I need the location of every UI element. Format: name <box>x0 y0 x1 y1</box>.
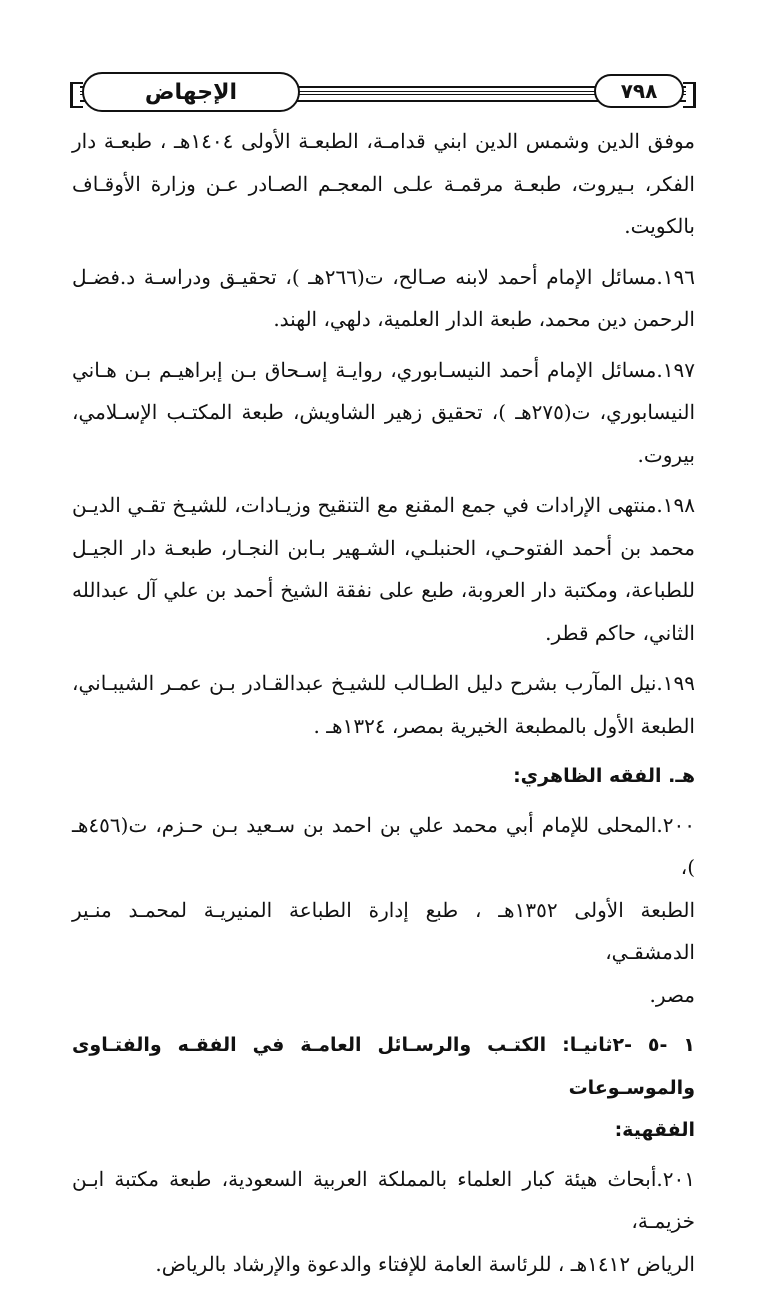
reference-entry <box>72 120 695 248</box>
heading-line: ١ -٥ -٢ثانيـا: الكتـب والرسـائل العامـة في الفقـه والفتـاوى والموسـوعات <box>72 1034 695 1099</box>
reference-entry-201 <box>72 1158 695 1286</box>
reference-entry-198 <box>72 484 695 654</box>
text-line: النيسابوري، ت(٢٧٥هـ )، تحقيق زهير الشاويش، طبعة المكتـب الإسـلامي، <box>72 400 695 424</box>
text-line: الرياض ١٤١٢هـ ، للرئاسة العامة للإفتاء والدعوة والإرشاد بالرياض. <box>155 1251 695 1276</box>
text-line: ٢٠١.أبحاث هيئة كبار العلماء بالمملكة العربية السعودية، طبعة مكتبة ابـن خزيمـة، <box>72 1166 695 1233</box>
section-heading <box>72 1024 695 1152</box>
text-line: ٢٠٠.المحلى للإمام أبي محمد علي بن احمد بن سـعيد بـن حـزم، ت(٤٥٦هـ )، <box>72 812 695 879</box>
text-line: الطبعة الأول بالمطبعة الخيرية بمصر، ١٣٢٤هـ . <box>313 713 695 738</box>
reference-entry-196 <box>72 256 695 341</box>
reference-entry-197 <box>72 349 695 477</box>
header-bracket-left <box>70 82 83 108</box>
text-line: الرحمن دين محمد، طبعة الدار العلمية، دلهي، الهند. <box>273 307 695 331</box>
page-number: ٧٩٨ <box>594 74 684 108</box>
text-line: مصر. <box>649 982 695 1007</box>
running-title: الإجهاض <box>82 72 300 112</box>
header-bracket-right <box>683 82 696 108</box>
text-line: ١٩٧.مسائل الإمام أحمد النيسـابوري، روايـة إسـحاق بـن إبراهيـم بـن هـاني <box>72 357 695 382</box>
text-line: للطباعة، ومكتبة دار العروبة، طبع على نفقة الشيخ أحمد بن علي آل عبدالله <box>72 578 695 602</box>
text-line: ١٩٦.مسائل الإمام أحمد لابنه صـالح، ت(٢٦٦هـ )، تحقيـق ودراسـة د.فضـل <box>72 264 695 289</box>
text-line: بيروت. <box>637 442 695 467</box>
page-header <box>68 72 698 118</box>
text-line: ١٩٨.منتهى الإرادات في جمع المقنع مع التنقيح وزيـادات، للشيـخ تقـي الديـن <box>72 493 695 517</box>
subheading-zahiri-fiqh: هـ. الفقه الظاهري: <box>513 765 695 787</box>
reference-entry-199 <box>72 662 695 747</box>
reference-entry-200 <box>72 804 695 1017</box>
page-body <box>72 120 695 1293</box>
text-line: موفق الدين وشمس الدين ابني قدامـة، الطبعـة الأولى ١٤٠٤هـ ، طبعـة دار <box>72 129 695 153</box>
text-line: الفكر، بـيروت، طبعـة مرقمـة علـى المعجـم الصـادر عـن وزارة الأوقـاف <box>72 171 695 196</box>
text-line: بالكويت. <box>624 214 695 238</box>
text-line: ١٩٩.نيل المآرب بشرح دليل الطـالب للشيـخ عبدالقـادر بـن عمـر الشيبـاني، <box>72 671 695 695</box>
heading-line: الفقهية: <box>614 1119 695 1141</box>
text-line: محمد بن أحمد الفتوحـي، الحنبلـي، الشـهير بـابن النجـار، طبعـة دار الجيـل <box>72 535 695 560</box>
text-line: الثاني، حاكم قطر. <box>545 620 695 645</box>
text-line: الطبعة الأولى ١٣٥٢هـ ، طبع إدارة الطباعة المنيريـة لمحمـد منـير الدمشقـي، <box>72 897 696 964</box>
